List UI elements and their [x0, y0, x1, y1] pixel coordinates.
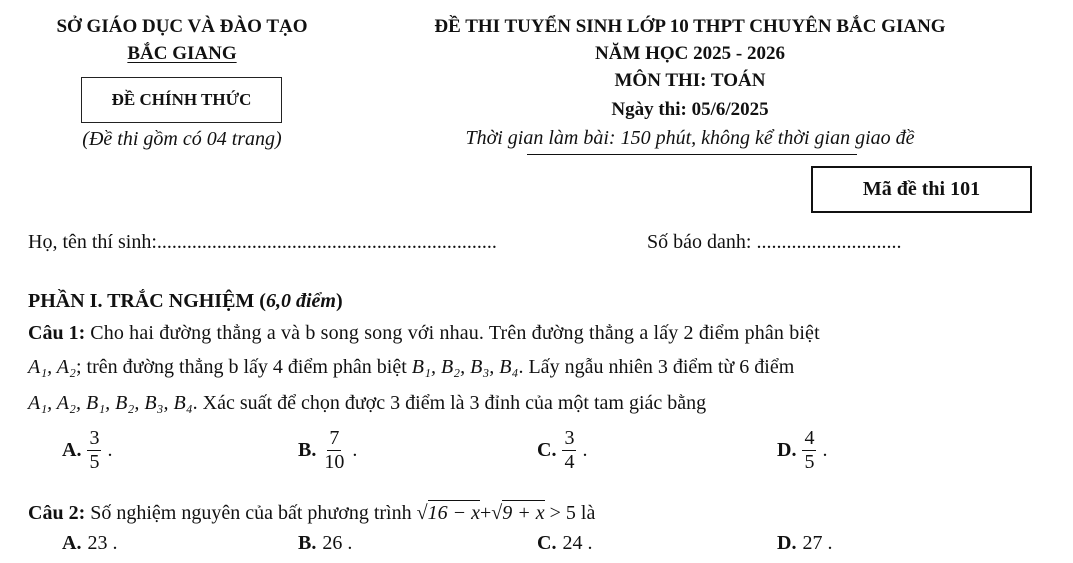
pages-note: (Đề thi gồm có 04 trang): [82, 128, 282, 150]
candidate-info-row: [28, 231, 497, 254]
q1-label: Câu 1:: [28, 322, 86, 344]
q1-text-line1: Cho hai đường thẳng a và b song song với nhau. Trên đường thẳng a lấy 2 điểm phân biệt: [90, 322, 820, 344]
exam-code-box: [811, 166, 1032, 213]
q2-option-c-label: C.: [537, 532, 557, 554]
exam-title: ĐỀ THI TUYỂN SINH LỚP 10 THPT CHUYÊN BẮC GIANG: [434, 16, 946, 37]
q2-option-a-label: A.: [62, 532, 82, 554]
q1-line3: [28, 392, 1046, 415]
q2-radicand-2: 9 + x: [502, 502, 545, 524]
candidate-id-label: Số báo danh:: [647, 231, 752, 253]
q2-option-d-label: D.: [777, 532, 797, 554]
q1-option-a-fraction: [87, 428, 101, 473]
q2-inequality: > 5: [549, 502, 576, 524]
exam-subject: MÔN THI: TOÁN: [614, 70, 766, 91]
q1-option-b[interactable]: [298, 428, 357, 473]
q2-line: [28, 502, 595, 525]
section-title-text: PHẦN I. TRẮC NGHIỆM (: [28, 290, 266, 312]
q1-option-a-den: 5: [89, 451, 100, 473]
q2-label: Câu 2:: [28, 502, 86, 524]
q2-option-d-value: 27 .: [802, 532, 833, 554]
q1-option-a-label: A.: [62, 439, 82, 461]
q2-option-b-label: B.: [298, 532, 317, 554]
q1-option-b-den: 10: [324, 451, 345, 473]
q2-option-b-value: 26 .: [322, 532, 353, 554]
q1-option-c-num: 3: [564, 427, 575, 449]
q2-option-a-value: 23 .: [87, 532, 118, 554]
q1-option-c-fraction: [562, 428, 576, 473]
q1-text-line2b: ; trên đường thẳng b lấy 4 điểm phân biệt: [75, 356, 407, 378]
official-exam-label: ĐỀ CHÍNH THỨC: [111, 90, 252, 109]
q2-sqrt-2: √9 + x: [491, 502, 545, 524]
q1-option-a-tail: .: [107, 439, 113, 461]
department-name: SỞ GIÁO DỤC VÀ ĐÀO TẠO: [56, 16, 308, 37]
q1-option-c-label: C.: [537, 439, 557, 461]
province-name: BẮC GIANG: [127, 43, 237, 64]
q1-line2: [28, 356, 1046, 379]
section-points: 6,0 điểm: [265, 290, 336, 312]
section-title: [28, 290, 343, 313]
header-divider: [527, 154, 857, 155]
q2-option-b[interactable]: [298, 532, 352, 555]
q1-points-a: A₁, A₂: [28, 356, 76, 378]
q2-option-c[interactable]: [537, 532, 592, 555]
q2-tail: là: [580, 502, 596, 524]
q2-option-d[interactable]: [777, 532, 832, 555]
q1-option-d[interactable]: [777, 428, 827, 473]
q1-option-a-num: 3: [89, 427, 100, 449]
q2-plus: +: [479, 502, 492, 524]
q1-text-line3b: . Xác suất để chọn được 3 điểm là 3 đỉnh của một tam giác bằng: [192, 392, 707, 414]
q2-radicand-1: 16 − x: [427, 502, 480, 524]
q2-sqrt-1: √16 − x: [416, 502, 480, 524]
q1-option-d-den: 5: [804, 451, 815, 473]
q1-option-b-label: B.: [298, 439, 317, 461]
q1-text-line2d: . Lấy ngẫu nhiên 3 điểm từ 6 điểm: [518, 356, 795, 378]
q2-option-c-value: 24 .: [562, 532, 593, 554]
q1-option-c-tail: .: [582, 439, 588, 461]
section-close: ): [335, 290, 343, 312]
q1-line1: [28, 322, 1046, 345]
candidate-id-row: [647, 231, 901, 254]
q1-option-d-label: D.: [777, 439, 797, 461]
q1-points-b: B₁, B₂, B₃, B₄: [411, 356, 519, 378]
candidate-id-dots: .............................: [756, 231, 902, 253]
q1-option-a[interactable]: [62, 428, 112, 473]
school-year: NĂM HỌC 2025 - 2026: [595, 43, 785, 64]
q1-option-c-den: 4: [564, 451, 575, 473]
q1-option-c[interactable]: [537, 428, 587, 473]
exam-date: Ngày thi: 05/6/2025: [611, 99, 769, 120]
exam-code: Mã đề thi 101: [862, 178, 981, 200]
q1-points-all: A₁, A₂, B₁, B₂, B₃, B₄: [28, 392, 193, 414]
candidate-name-label: Họ, tên thí sinh:: [28, 231, 157, 253]
q1-option-d-num: 4: [804, 427, 815, 449]
q1-option-d-tail: .: [822, 439, 828, 461]
q2-option-a[interactable]: [62, 532, 117, 555]
q2-text: Số nghiệm nguyên của bất phương trình: [90, 502, 412, 524]
q1-option-b-fraction: [322, 428, 346, 473]
q1-option-b-tail: .: [352, 439, 358, 461]
q1-option-d-fraction: [802, 428, 816, 473]
candidate-name-dots: ....................................................................: [156, 231, 497, 253]
time-note: Thời gian làm bài: 150 phút, không kể thời gian giao đề: [465, 127, 915, 149]
official-exam-box: [81, 77, 282, 123]
q1-option-b-num: 7: [329, 427, 340, 449]
